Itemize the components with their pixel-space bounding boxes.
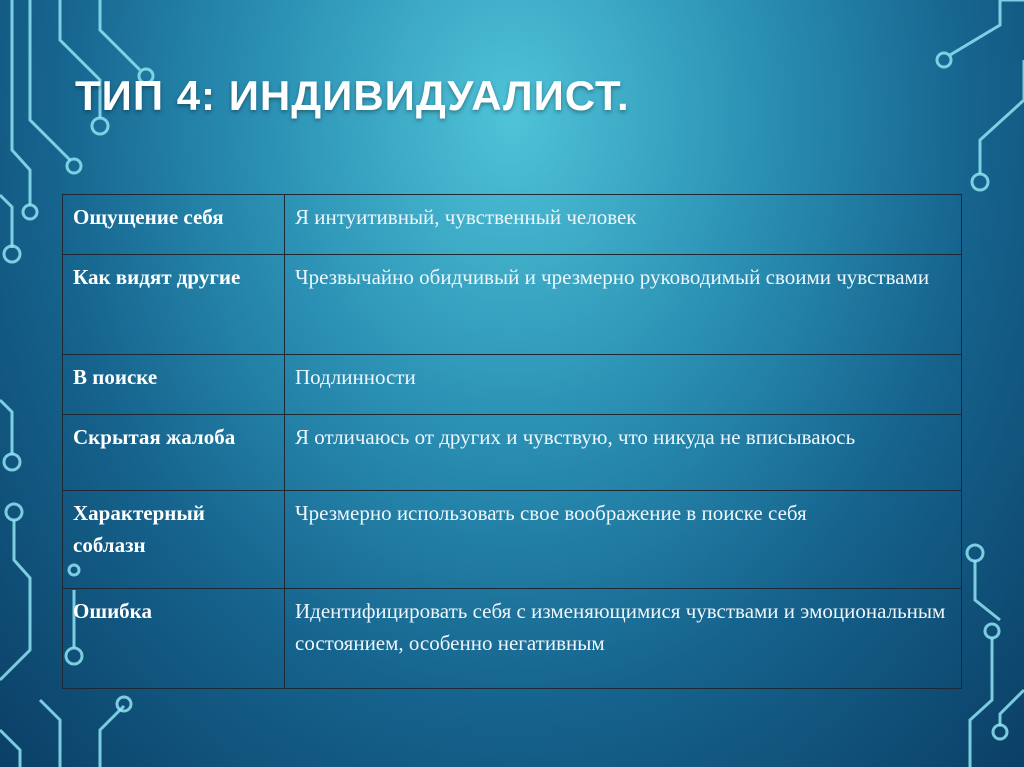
row-value: Чрезмерно использовать свое воображение в поиске себя bbox=[285, 491, 962, 589]
row-label: Ощущение себя bbox=[63, 195, 285, 255]
row-label: Характерный соблазн bbox=[63, 491, 285, 589]
table-row bbox=[63, 255, 962, 355]
slide-title: ТИП 4: ИНДИВИДУАЛИСТ. bbox=[75, 72, 630, 119]
row-label: Как видят другие bbox=[63, 255, 285, 355]
table-row bbox=[63, 355, 962, 415]
row-value: Подлинности bbox=[285, 355, 962, 415]
table-row bbox=[63, 195, 962, 255]
row-value: Я отличаюсь от других и чувствую, что никуда не вписываюсь bbox=[285, 415, 962, 491]
row-value: Чрезвычайно обидчивый и чрезмерно руководимый своими чувствами bbox=[285, 255, 962, 355]
row-label: Скрытая жалоба bbox=[63, 415, 285, 491]
table-row bbox=[63, 491, 962, 589]
row-value: Я интуитивный, чувственный человек bbox=[285, 195, 962, 255]
row-label: Ошибка bbox=[63, 589, 285, 689]
table-row bbox=[63, 415, 962, 491]
type-table bbox=[62, 194, 962, 689]
row-value: Идентифицировать себя с изменяющимися чувствами и эмоциональным состоянием, особенно негативным bbox=[285, 589, 962, 689]
row-label: В поиске bbox=[63, 355, 285, 415]
table-row bbox=[63, 589, 962, 689]
